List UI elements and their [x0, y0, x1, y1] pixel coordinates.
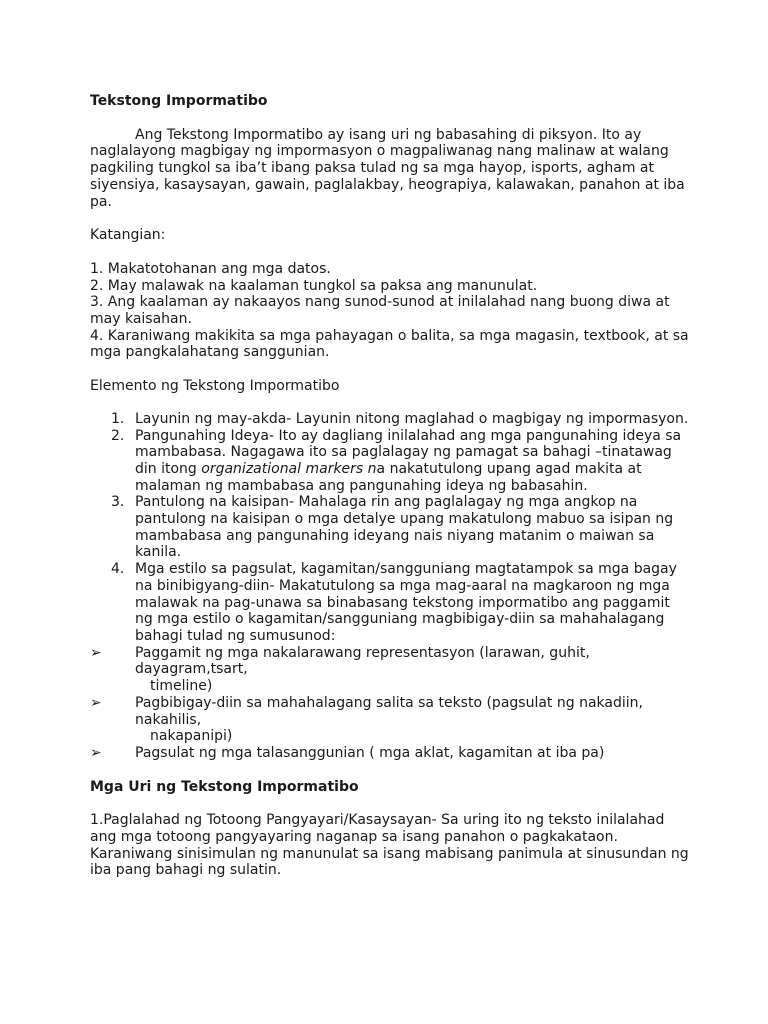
list-number: 2. — [111, 427, 125, 444]
list-item — [90, 494, 690, 561]
elemento-label: Elemento ng Tekstong Impormatibo — [90, 378, 340, 395]
bullet-continuation: nakapanipi) — [150, 728, 233, 745]
bullet-text: Pagsulat ng mga talasanggunian ( mga aklat, kagamitan at iba pa) — [135, 744, 605, 761]
katangian-label: Katangian: — [90, 227, 166, 244]
list-item-text: Layunin ng may-akda- Layunin nitong maglahad o magbigay ng impormasyon. — [135, 410, 689, 427]
list-item — [90, 561, 690, 645]
document-page — [90, 93, 690, 879]
elemento-list — [90, 411, 690, 645]
list-item — [90, 428, 690, 495]
list-number: 1. — [111, 410, 125, 427]
list-item-text: a nakatutulong upang agad makita at malaman ng mambabasa ang pangunahing ideya ng babasahin. — [135, 460, 642, 494]
bullet-item — [90, 745, 690, 762]
intro-paragraph: Ang Tekstong Impormatibo ay isang uri ng babasahing di piksyon. Ito ay naglalayong magbigay ng impormasyon o magpaliwanag nang malinaw at walang pagkiling tungkol sa iba’t ibang paksa tulad ng sa mga hayop, isports, agham at siyensiya, kasaysayan, gawain, paglalakbay, heograpiya, kalawakan, panahon at iba pa. — [90, 126, 685, 210]
arrow-bullet-icon: ➢ — [90, 744, 102, 761]
list-number: 4. — [111, 561, 125, 578]
list-item-text: Pantulong na kaisipan- Mahalaga rin ang paglalagay ng mga angkop na pantulong na kaisipan o mga detalye upang makatulong mabuo sa isipan ng mambabasa ang pangunahing ideyang nais niyang matanim o maiwan sa kanila. — [135, 494, 674, 561]
list-item: 3. Ang kaalaman ay nakaayos nang sunod-sunod at inilalahad nang buong diwa at may kaisahan. — [90, 294, 670, 328]
list-item: 4. Karaniwang makikita sa mga pahayagan o balita, sa mga magasin, textbook, at sa mga pangkalahatang sanggunian. — [90, 327, 689, 361]
bullet-text: Pagbibigay-diin sa mahahalagang salita sa teksto (pagsulat ng nakadiin, nakahilis, — [135, 694, 643, 728]
bullet-continuation: timeline) — [150, 678, 213, 695]
uri-heading: Mga Uri ng Tekstong Impormatibo — [90, 778, 359, 795]
bullet-list — [90, 645, 690, 762]
katangian-list — [90, 261, 690, 361]
list-item-emphasis: organizational markers n — [201, 460, 377, 477]
list-item — [90, 411, 690, 428]
document-title: Tekstong Impormatibo — [90, 93, 268, 109]
list-item-text: Mga estilo sa pagsulat, kagamitan/sangguniang magtatampok sa mga bagay na binibigyang-diin- Makatutulong sa mga mag-aaral na magkaroon ng mga malawak na pag-unawa sa binabasang tekstong impormatibo ang paggamit ng mga estilo o kagamitan/sangguniang magbibigay-diin sa mahahalagang bahagi tulad ng sumusunod: — [135, 561, 677, 644]
list-item: 2. May malawak na kaalaman tungkol sa paksa ang manunulat. — [90, 277, 538, 294]
bullet-item — [90, 645, 690, 695]
bullet-text: Paggamit ng mga nakalarawang representasyon (larawan, guhit, dayagram,tsart, — [135, 644, 590, 678]
bullet-item — [90, 695, 690, 745]
list-item-text: Pangunahing Ideya- Ito ay dagliang inilalahad ang mga pangunahing ideya sa mambabasa. Nagagawa ito sa paglalagay ng pamagat sa bahagi –tinatawag din itong — [135, 427, 682, 477]
arrow-bullet-icon: ➢ — [90, 694, 102, 711]
arrow-bullet-icon: ➢ — [90, 644, 102, 661]
list-item: 1. Makatotohanan ang mga datos. — [90, 260, 331, 277]
list-number: 3. — [111, 494, 125, 511]
uri-first-paragraph: 1.Paglalahad ng Totoong Pangyayari/Kasaysayan- Sa uring ito ng teksto inilalahad ang mga totoong pangyayaring naganap sa isang panahon o pagkakataon. Karaniwang sinisimulan ng manunulat sa isang mabisang panimula at sinusundan ng iba pang bahagi ng sulatin. — [90, 812, 689, 879]
